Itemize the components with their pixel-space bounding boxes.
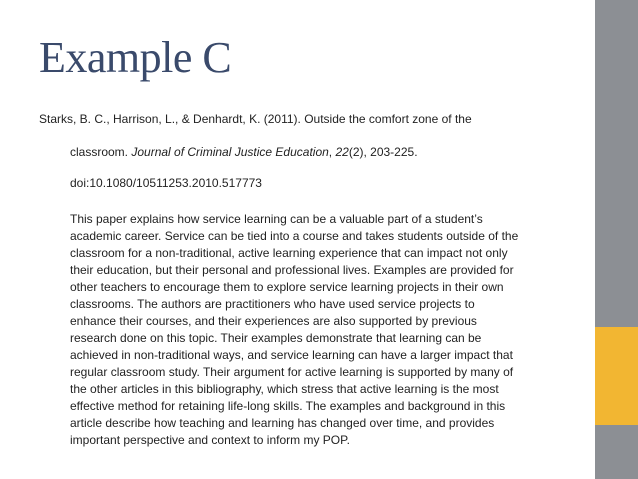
annotation-line: other teachers to encourage them to explore service learning projects in their own: [70, 280, 504, 294]
citation-separator: ,: [328, 145, 336, 159]
journal-volume: 22: [335, 145, 349, 159]
citation-issue-pages: (2), 203-225.: [348, 145, 418, 159]
citation-line-1: Starks, B. C., Harrison, L., & Denhardt, K. (2011). Outside the comfort zone of the: [39, 112, 472, 126]
annotation-line: enhance their courses, and their experiences are also supported by previous: [70, 314, 477, 328]
annotation-line: academic career. Service can be tied into a course and takes students outside of the: [70, 229, 519, 243]
slide-title: Example C: [39, 33, 232, 82]
annotation-line: important perspective and context to inform my POP.: [70, 433, 350, 447]
journal-title: Journal of Criminal Justice Education: [131, 145, 329, 159]
citation-prefix: classroom.: [70, 145, 132, 159]
annotation-line: their education, but their personal and professional lives. Examples are provided for: [70, 263, 514, 277]
annotation-line: achieved in non-traditional ways, and service learning can have a larger impact that: [70, 348, 513, 362]
accent-block-decoration: [595, 327, 638, 425]
citation-line-2: [70, 144, 418, 160]
annotation-line: classrooms. The authors are practitioners who have used service projects to: [70, 297, 475, 311]
annotation-line: research done on this topic. Their examples demonstrate that learning can be: [70, 331, 482, 345]
annotation-line: the other articles in this bibliography, which stress that active learning is the most: [70, 382, 499, 396]
annotation-line: classroom for a non-traditional, active learning experience that can impact not only: [70, 246, 508, 260]
annotation-line: article describe how teaching and learning has changed over time, and provides: [70, 416, 495, 430]
citation-doi: doi:10.1080/10511253.2010.517773: [70, 176, 262, 190]
annotation-line: effective method for retaining life-long skills. The examples and background in this: [70, 399, 506, 413]
annotation-line: regular classroom study. Their argument for active learning is supported by many of: [70, 365, 514, 379]
annotation-line: This paper explains how service learning can be a valuable part of a student’s: [70, 212, 483, 226]
